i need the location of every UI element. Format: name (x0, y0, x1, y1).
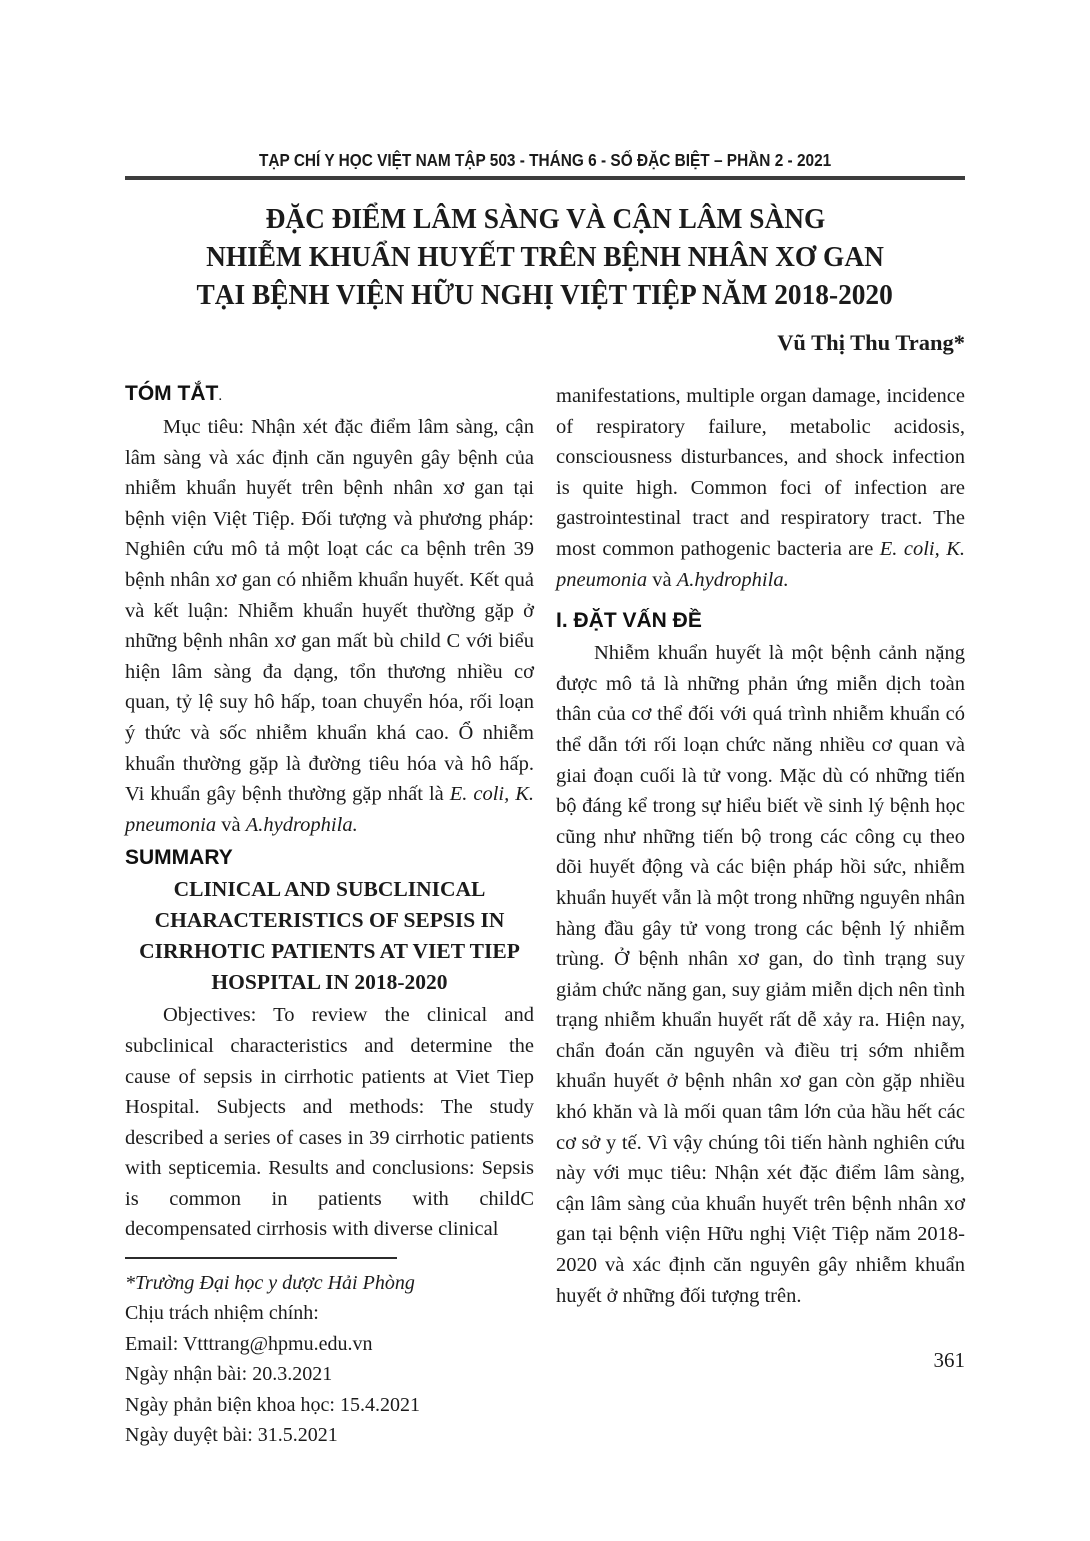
footnote-line-received-date: Ngày nhận bài: 20.3.2021 (125, 1363, 333, 1386)
abstract-paragraph: Mục tiêu: Nhận xét đặc điểm lâm sàng, cận lâm sàng và xác định căn nguyên gây bệnh của nhiễm khuẩn huyết trên bệnh nhân xơ gan tại bệnh viện Việt Tiệp. Đối tượng và phương pháp: Nghiên cứu mô tả một loạt các ca bệnh trên 39 bệnh nhân xơ gan có nhiễm khuẩn huyết. Kết quả và kết luận: Nhiễm khuẩn huyết thường gặp ở những bệnh nhân xơ gan mất bù child C với biểu hiện lâm sàng đa dạng, tổn thương nhiều cơ quan, tỷ lệ suy hô hấp, toan chuyển hóa, rối loạn ý thức và sốc nhiễm khuẩn khá cao. Ổ nhiễm khuẩn thường gặp là đường tiêu hóa và hô hấp. Vi khuẩn gây bệnh thường gặp nhất là E. coli, K. pneumonia và A.hydrophila. (125, 416, 535, 836)
footnote-line-responsible: Chịu trách nhiệm chính: (125, 1302, 319, 1325)
abstract-heading: TÓM TẮT. (125, 382, 223, 405)
footnote-line-email: Email: Vtttrang@hpmu.edu.vn (125, 1332, 373, 1355)
left-column (125, 381, 534, 1451)
abstract-heading-period: . (218, 388, 223, 404)
summary-paragraph-left: Objectives: To review the clinical and subclinical characteristics and determine the cause of sepsis in cirrhotic patients at Viet Tiep Hospital. Subjects and methods: The study described a series of cases in 39 cirrhotic patients with septicemia. Results and conclusions: Sepsis is common in patients with childC decompensated cirrhosis with diverse clinical (125, 1004, 534, 1241)
footnote-block (125, 1257, 534, 1450)
page-content (125, 150, 965, 1451)
footnote-affiliation: *Trường Đại học y dược Hải Phòng (125, 1272, 415, 1295)
intro-paragraph: Nhiễm khuẩn huyết là một bệnh cảnh nặng được mô tả là những phản ứng miễn dịch toàn thân của cơ thể đối với quá trình nhiễm khuẩn có thể dẫn tới rối loạn chức năng nhiều cơ quan và giai đoạn cuối là tử vong. Mặc dù có những tiến bộ đáng kể trong sự hiểu biết về sinh lý bệnh học cũng như những tiến bộ trong các công cụ theo dõi huyết động và các biện pháp hồi sức, nhiễm khuẩn huyết vẫn là một trong những nguyên nhân hàng đầu gây tử vong trong các bệnh lý nhiễm trùng. Ở bệnh nhân xơ gan, do tình trạng suy giảm chức năng gan, suy giảm miễn dịch nên tình trạng nhiễm khuẩn huyết rất dễ xảy ra. Hiện nay, chẩn đoán căn nguyên và điều trị sớm nhiễm khuẩn huyết ở bệnh nhân xơ gan còn gặp nhiều khó khăn và là mối quan tâm lớn của hầu hết các cơ sở y tế. Vì vậy chúng tôi tiến hành nghiên cứu này với mục tiêu: Nhận xét đặc điểm lâm sàng, cận lâm sàng của khuẩn huyết trên bệnh nhân xơ gan tại bệnh viện Hữu nghị Việt Tiệp năm 2018-2020 và xác định căn nguyên gây nhiễm khuẩn huyết ở những đối tượng trên. (556, 642, 965, 1307)
summary-heading: SUMMARY (125, 846, 233, 870)
article-title-line-1: ĐẶC ĐIỂM LÂM SÀNG VÀ CẬN LÂM SÀNG (265, 204, 825, 235)
two-column-body (125, 381, 965, 1451)
article-title-line-2: NHIỄM KHUẨN HUYẾT TRÊN BỆNH NHÂN XƠ GAN (206, 242, 884, 273)
summary-subtitle: CLINICAL AND SUBCLINICAL CHARACTERISTICS OF SEPSIS IN CIRRHOTIC PATIENTS AT VIET TIEP HOSPITAL IN 2018-2020 (139, 877, 520, 995)
running-head-text: TẠP CHÍ Y HỌC VIỆT NAM TẬP 503 - THÁNG 6 - SỐ ĐẶC BIỆT – PHẦN 2 - 2021 (258, 150, 832, 170)
author-name: Vũ Thị Thu Trang* (777, 330, 965, 355)
header-rule (125, 176, 965, 180)
article-title (125, 201, 965, 315)
footnote-line-review-date: Ngày phản biện khoa học: 15.4.2021 (125, 1393, 420, 1416)
right-column (556, 381, 965, 1451)
footnote-rule (125, 1257, 397, 1259)
summary-paragraph-right: manifestations, multiple organ damage, incidence of respiratory failure, metabolic acidosis, consciousness disturbances, and shock infection is quite high. Common foci of infection are gastrointestinal tract and respiratory tract. The most common pathogenic bacteria are E. coli, K. pneumonia và A.hydrophila. (556, 385, 966, 591)
intro-heading: I. ĐẶT VẤN ĐỀ (556, 609, 702, 633)
running-head (125, 150, 965, 171)
footnote-line-accepted-date: Ngày duyệt bài: 31.5.2021 (125, 1424, 338, 1447)
page-number: 361 (933, 1348, 965, 1372)
article-title-line-3: TẠI BỆNH VIỆN HỮU NGHỊ VIỆT TIỆP NĂM 2018-2020 (196, 280, 894, 311)
